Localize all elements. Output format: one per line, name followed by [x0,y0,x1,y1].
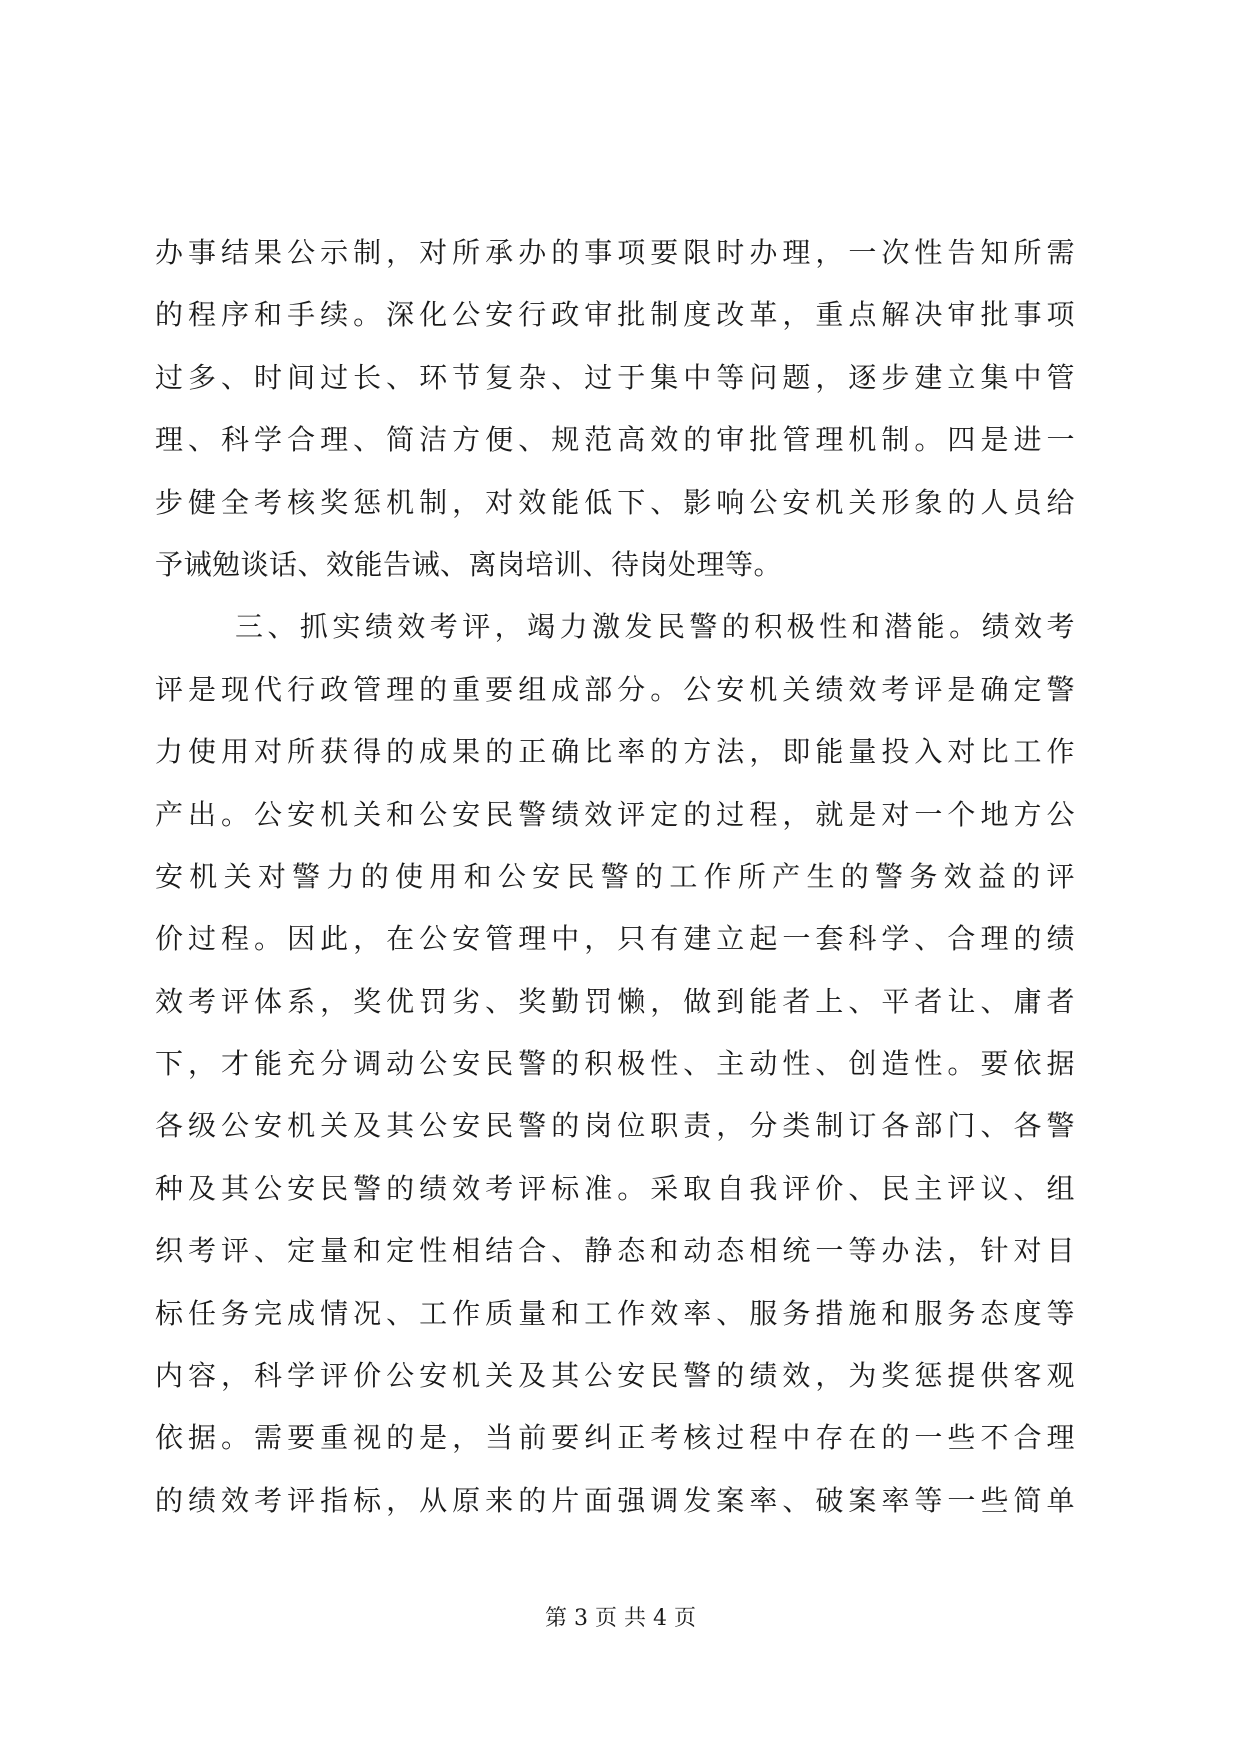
body-text [155,222,1075,1532]
text-line: 办事结果公示制，对所承办的事项要限时办理，一次性告知所需 [155,236,1075,269]
text-line: 依据。需要重视的是，当前要纠正考核过程中存在的一些不合理 [155,1421,1075,1455]
text-line: 评是现代行政管理的重要组成部分。公安机关绩效考评是确定警 [155,672,1075,706]
text-line: 种及其公安民警的绩效考评标准。采取自我评价、民主评议、组 [155,1171,1075,1205]
text-line: 过多、时间过长、环节复杂、过于集中等问题，逐步建立集中管 [155,360,1075,394]
text-line: 内容，科学评价公安机关及其公安民警的绩效，为奖惩提供客观 [155,1359,1075,1393]
text-line: 步健全考核奖惩机制，对效能低下、影响公安机关形象的人员给 [155,485,1075,519]
text-line: 的程序和手续。深化公安行政审批制度改革，重点解决审批事项 [155,298,1075,332]
text-line: 各级公安机关及其公安民警的岗位职责，分类制订各部门、各警 [155,1109,1075,1143]
text-line: 效考评体系，奖优罚劣、奖勤罚懒，做到能者上、平者让、庸者 [155,984,1075,1018]
text-line: 三、抓实绩效考评，竭力激发民警的积极性和潜能。绩效考 [235,610,1075,644]
text-line: 力使用对所获得的成果的正确比率的方法，即能量投入对比工作 [155,735,1075,769]
text-line: 织考评、定量和定性相结合、静态和动态相统一等办法，针对目 [155,1234,1075,1268]
text-line: 的绩效考评指标，从原来的片面强调发案率、破案率等一些简单 [155,1483,1075,1517]
text-line: 下，才能充分调动公安民警的积极性、主动性、创造性。要依据 [155,1047,1075,1081]
text-line: 标任务完成情况、工作质量和工作效率、服务措施和服务态度等 [155,1296,1075,1330]
text-line: 安机关对警力的使用和公安民警的工作所产生的警务效益的评 [155,859,1075,893]
page-number-footer: 第 3 页 共 4 页 [545,1606,696,1631]
text-line: 理、科学合理、简洁方便、规范高效的审批管理机制。四是进一 [155,423,1075,457]
text-line: 价过程。因此，在公安管理中，只有建立起一套科学、合理的绩 [155,922,1075,956]
text-line: 予诫勉谈话、效能告诫、离岗培训、待岗处理等。 [155,547,783,581]
text-line: 产出。公安机关和公安民警绩效评定的过程，就是对一个地方公 [155,797,1075,831]
